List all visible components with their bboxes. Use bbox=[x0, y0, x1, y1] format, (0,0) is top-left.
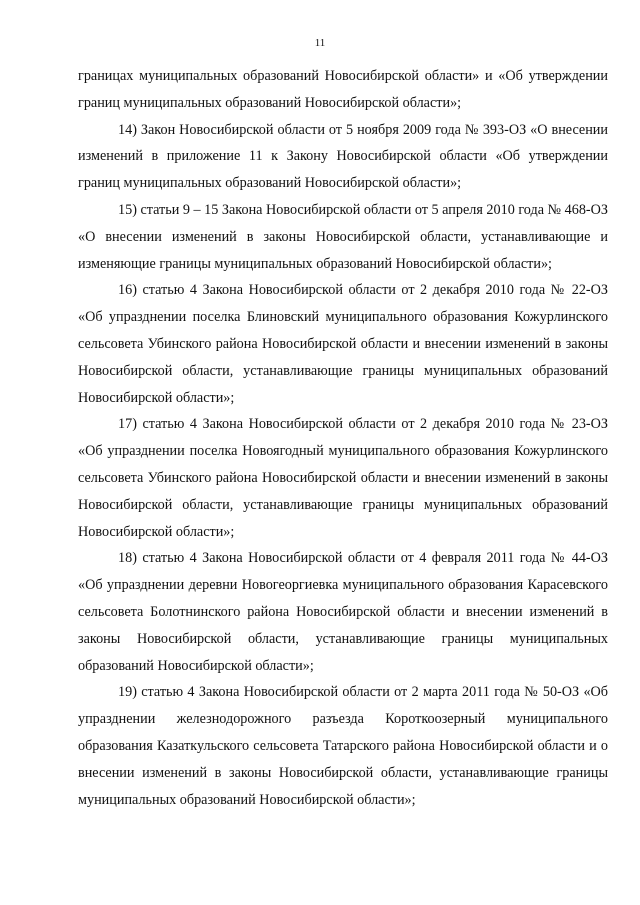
paragraph-item-14: 14) Закон Новосибирской области от 5 ноября 2009 года № 393-ОЗ «О внесении изменений в приложение 11 к Закону Новосибирской области «Об утверждении границ муниципальных образований Новосибирской области»; bbox=[78, 121, 608, 192]
page-number: 11 bbox=[314, 37, 326, 49]
document-body bbox=[78, 63, 608, 813]
paragraph-item-18: 18) статью 4 Закона Новосибирской области от 4 февраля 2011 года № 44-ОЗ «Об упразднении деревни Новогеоргиевка муниципального образования Карасевского сельсовета Болотнинского района Новосибирской области и внесении изменений в законы Новосибирской области, устанавливающие границы муниципальных образований Новосибирской области»; bbox=[78, 550, 608, 674]
paragraph-item-16: 16) статью 4 Закона Новосибирской области от 2 декабря 2010 года № 22-ОЗ «Об упразднении поселка Блиновский муниципального образования Кожурлинского сельсовета Убинского района Новосибирской области и внесении изменений в законы Новосибирской области, устанавливающие границы муниципальных образований Новосибирской области»; bbox=[78, 282, 608, 406]
paragraph-item-15: 15) статьи 9 – 15 Закона Новосибирской области от 5 апреля 2010 года № 468-ОЗ «О внесении изменений в законы Новосибирской области, устанавливающие и изменяющие границы муниципальных образований Новосибирской области»; bbox=[78, 201, 608, 272]
paragraph-item-17: 17) статью 4 Закона Новосибирской области от 2 декабря 2010 года № 23-ОЗ «Об упразднении поселка Новоягодный муниципального образования Кожурлинского сельсовета Убинского района Новосибирской области и внесении изменений в законы Новосибирской области, устанавливающие границы муниципальных образований Новосибирской области»; bbox=[78, 416, 608, 540]
paragraph-item-19: 19) статью 4 Закона Новосибирской области от 2 марта 2011 года № 50-ОЗ «Об упразднении железнодорожного разъезда Короткоозерный муниципального образования Казаткульского сельсовета Татарского района Новосибирской области и о внесении изменений в законы Новосибирской области, устанавливающие границы муниципальных образований Новосибирской области»; bbox=[78, 684, 608, 808]
paragraph-continuation: границах муниципальных образований Новосибирской области» и «Об утверждении границ муниципальных образований Новосибирской области»; bbox=[78, 68, 608, 111]
